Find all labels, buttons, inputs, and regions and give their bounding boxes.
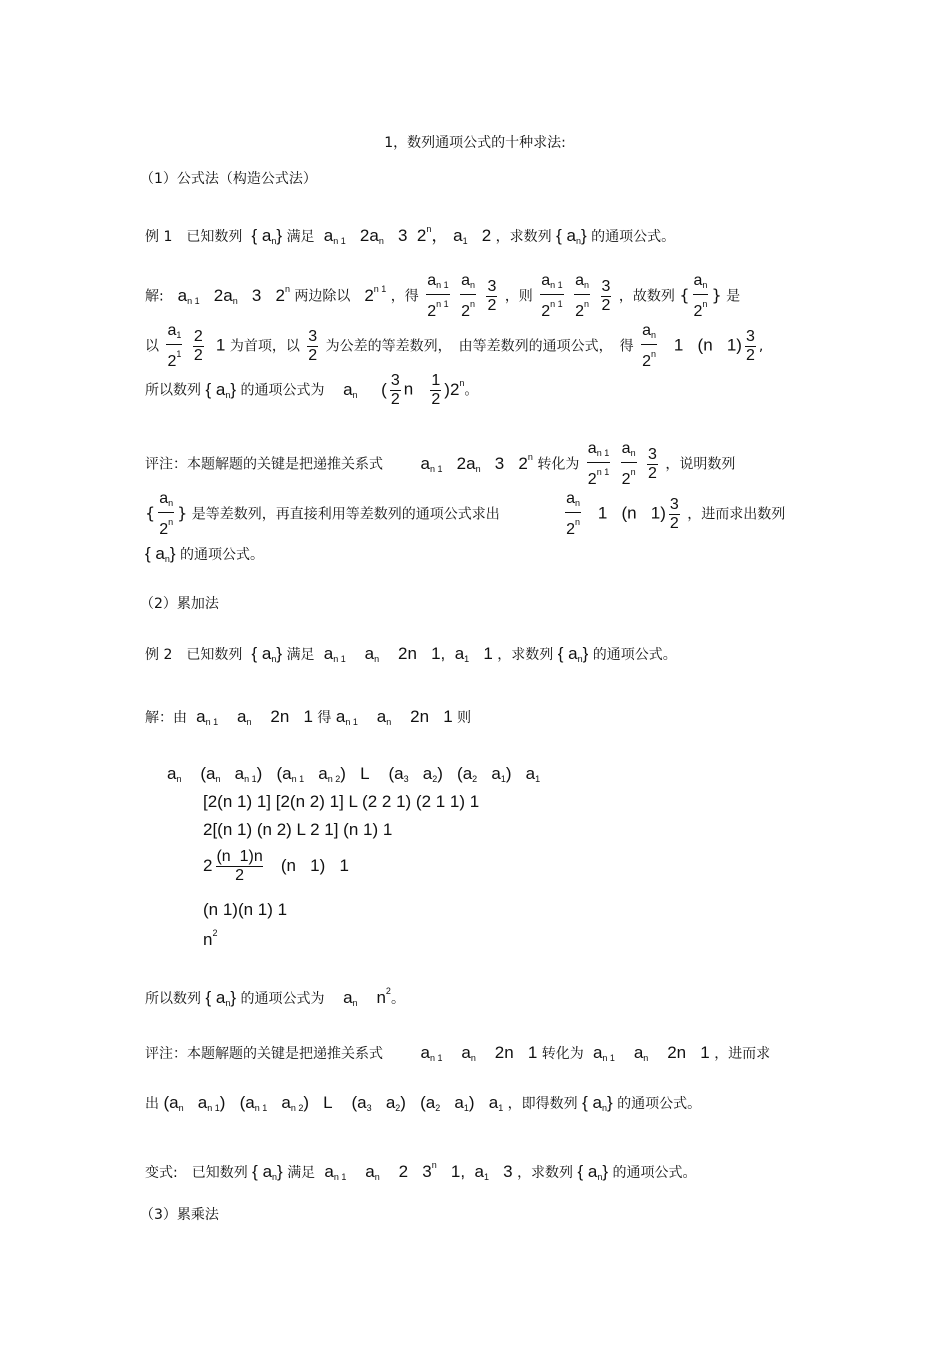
derivation-step-4: 2 $\frac{(n 1)n}{2}$ (n 1) 1 — [203, 848, 349, 884]
solution-1-line-1: 解: $a_{n 1}$ $2a_n$ 3 2$^n$ 两边除以 $2^{n 1}$ ，得 $\frac{a_{n 1}}{2^{n 1}}$ $\frac{a_n}{2^n}$ $\frac{3}{2}$ ，则 $\frac{a_{n 1}}{2^{n 1}}$ $\frac{a_n}{2^n}$ $\frac{3}{2}$ ，故数列 { $\frac{a_n}{2^n}$ } 是 — [145, 272, 741, 320]
conclusion-2: 所以数列 { $a_n$} 的通项公式为 $a_n$ $n^2$。 — [145, 986, 405, 1008]
note-1-line-2: { $\frac{a_n}{2^n}$ } 是等差数列，再直接利用等差数列的通项公式求出 $\frac{a_n}{2^n}$ 1 (n 1) $\frac{3}{2}$ ，进而求出数列 — [145, 490, 786, 538]
note-1-line-3: { $a_n$} 的通项公式。 — [145, 544, 265, 564]
example-1-label: 例 1 已知数列 — [145, 229, 243, 245]
recurrence-1: $a_{n 1}$ $2a_n$ 3 2$^n$， $a_1$ 2 — [319, 224, 492, 246]
variation-exercise: 变式: 已知数列 { $a_n$} 满足 $a_{n 1}$ $a_n$ 2 3$^n$ 1, $a_1$ 3 ，求数列 { $a_n$} 的通项公式。 — [145, 1160, 697, 1182]
derivation-step-1: $a_n$ ($a_n$ $a_{n 1}$) ($a_{n 1}$ $a_{n 2}$) L ($a_3$ $a_2$) ($a_2$ $a_1$) $a_1$ — [167, 764, 541, 784]
example-1: 例 1 已知数列 { $a_n$} 满足 $a_{n 1}$ $2a_n$ 3 2$^n$， $a_1$ 2 ，求数列 { $a_n$} 的通项公式。 — [145, 224, 676, 246]
example-2: 例 2 已知数列 { $a_n$} 满足 $a_{n 1}$ $a_n$ 2n 1, $a_1$ 1 ，求数列 { $a_n$} 的通项公式。 — [145, 644, 677, 664]
section-heading-2: （2）累加法 — [140, 596, 219, 612]
solution-1-line-3: 所以数列 { $a_n$} 的通项公式为 $a_n$ ( $\frac{3}{2}$ n $\frac{1}{2}$ )2$^n$。 — [145, 372, 479, 408]
note-2-line-1: 评注：本题解题的关键是把递推关系式 $a_{n 1}$ $a_n$ 2n 1 转化为 $a_{n 1}$ $a_n$ 2n 1 ，进而求 — [145, 1043, 771, 1063]
derivation-step-6: $n^2$ — [203, 928, 218, 949]
derivation-step-3: 2[(n 1) (n 2) L 2 1] (n 1) 1 — [203, 820, 393, 839]
page-title: 1，数列通项公式的十种求法: — [384, 135, 566, 151]
solution-1-line-2: 以 $\frac{a_1}{2^1}$ $\frac{2}{2}$ 1 为首项，以 $\frac{3}{2}$ 为公差的等差数列， 由等差数列的通项公式， 得 $\frac{a_n}{2^n}$ 1 (n 1) $\frac{3}{2}$ , — [145, 322, 764, 370]
derivation-step-5: (n 1)(n 1) 1 — [203, 900, 288, 919]
section-heading-3: （3）累乘法 — [140, 1207, 219, 1223]
solution-2: 解：由 $a_{n 1}$ $a_n$ 2n 1 得 $a_{n 1}$ $a_n$ 2n 1 则 — [145, 707, 472, 727]
derivation-step-2: [2(n 1) 1] [2(n 2) 1] L (2 2 1) (2 1 1) 1 — [203, 792, 480, 811]
note-1-line-1: 评注：本题解题的关键是把递推关系式 $a_{n 1}$ $2a_n$ 3 2$^n$ 转化为 $\frac{a_{n 1}}{2^{n 1}}$ $\frac{a_n}{2^n}$ $\frac{3}{2}$ ，说明数列 — [145, 440, 736, 488]
section-heading-1: （1）公式法（构造公式法） — [140, 171, 317, 187]
note-2-line-2: 出 ($a_n$ $a_{n 1}$) ($a_{n 1}$ $a_{n 2}$) L ($a_3$ $a_2$) ($a_2$ $a_1$) $a_1$ ，即得数列 { $a_n$} 的通项公式。 — [145, 1093, 702, 1113]
